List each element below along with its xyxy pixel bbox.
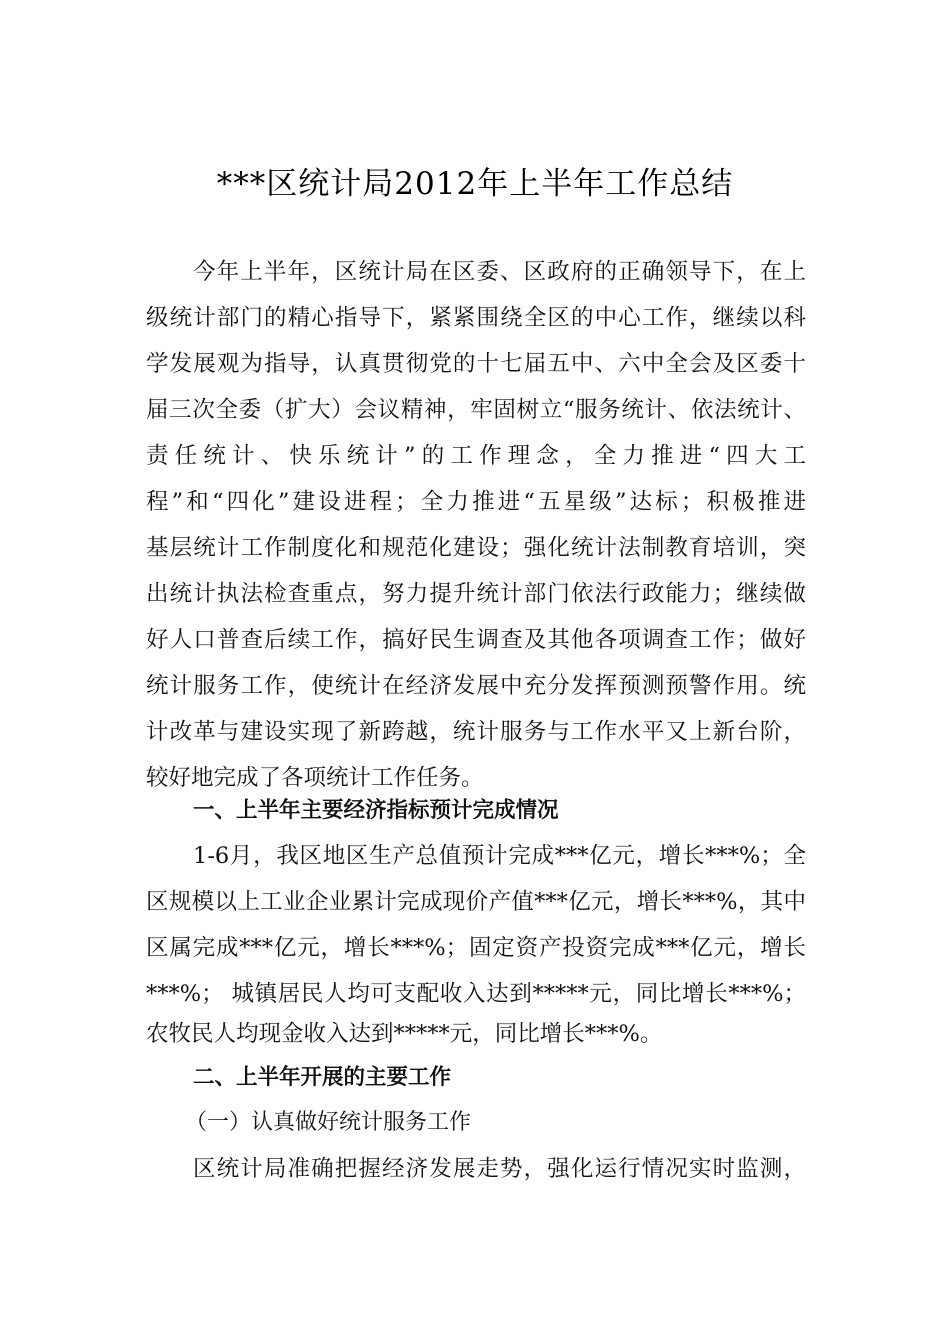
paragraph-line: 出统计执法检查重点，努力提升统计部门依法行政能力；继续做 bbox=[146, 581, 806, 607]
section-heading-1: 一、上半年主要经济指标预计完成情况 bbox=[193, 798, 559, 823]
subsection-heading: （一）认真做好统计服务工作 bbox=[185, 1110, 472, 1135]
paragraph-line: 好人口普查后续工作，搞好民生调查及其他各项调查工作；做好 bbox=[146, 627, 806, 653]
paragraph-line: 统计服务工作，使统计在经济发展中充分发挥预测预警作用。统 bbox=[146, 673, 806, 699]
paragraph-line: 计改革与建设实现了新跨越，统计服务与工作水平又上新台阶， bbox=[146, 719, 806, 745]
paragraph-line: 区统计局准确把握经济发展走势，强化运行情况实时监测， bbox=[193, 1156, 806, 1182]
paragraph-line: 程”和“四化”建设进程；全力推进“五星级”达标；积极推进 bbox=[146, 489, 806, 515]
paragraph-line: 1-6月，我区地区生产总值预计完成***亿元，增长***%；全 bbox=[193, 843, 806, 869]
paragraph-line: ***%； 城镇居民人均可支配收入达到*****元，同比增长***%； bbox=[146, 981, 806, 1007]
paragraph-line: 区属完成***亿元，增长***%；固定资产投资完成***亿元，增长 bbox=[146, 935, 806, 961]
paragraph-line: 基层统计工作制度化和规范化建设；强化统计法制教育培训，突 bbox=[146, 535, 806, 561]
paragraph-line: 级统计部门的精心指导下，紧紧围绕全区的中心工作，继续以科 bbox=[146, 305, 806, 331]
paragraph-line: 今年上半年，区统计局在区委、区政府的正确领导下，在上 bbox=[193, 259, 806, 285]
section-heading-2: 二、上半年开展的主要工作 bbox=[193, 1065, 452, 1090]
paragraph-line: 农牧民人均现金收入达到*****元，同比增长***%。 bbox=[146, 1021, 663, 1047]
paragraph-line: 学发展观为指导，认真贯彻党的十七届五中、六中全会及区委十 bbox=[146, 351, 806, 377]
paragraph-line: 区规模以上工业企业累计完成现价产值***亿元，增长***%，其中 bbox=[146, 889, 806, 915]
paragraph-line: 责任统计、快乐统计”的工作理念，全力推进“四大工 bbox=[146, 443, 806, 469]
paragraph-line: 届三次全委（扩大）会议精神，牢固树立“服务统计、依法统计、 bbox=[146, 397, 806, 423]
paragraph-line: 较好地完成了各项统计工作任务。 bbox=[146, 765, 484, 791]
document-title: ***区统计局2012年上半年工作总结 bbox=[216, 166, 734, 202]
